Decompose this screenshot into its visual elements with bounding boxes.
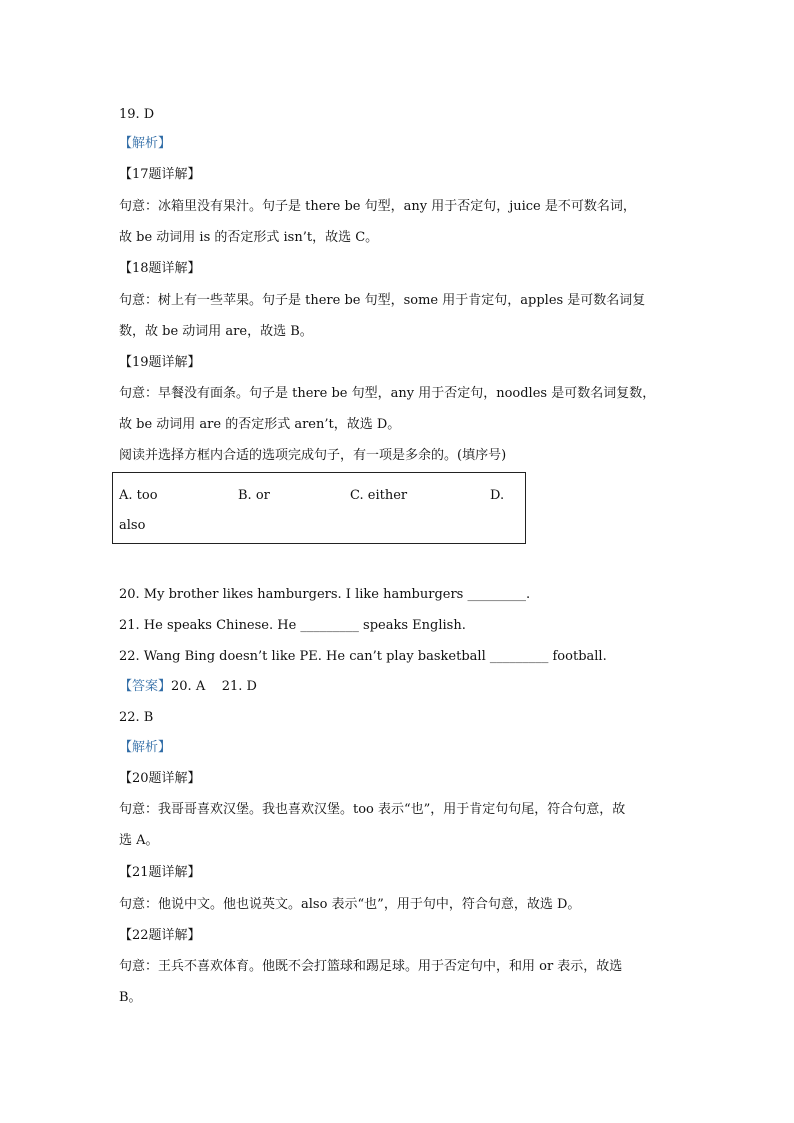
q19-explanation-line-1: 句意：早餐没有面条。句子是 there be 句型，any 用于否定句，noodles 是可数名词复数， <box>119 386 656 401</box>
q18-explanation-line-2: 数，故 be 动词用 are，故选 B。 <box>119 324 313 339</box>
option-b: B. or <box>238 488 270 503</box>
q19-answer-line: 19. D <box>119 107 155 122</box>
option-d-word: also <box>119 518 146 533</box>
q17-heading: 【17题详解】 <box>119 167 201 182</box>
q22-explanation-line-2: B。 <box>119 990 142 1005</box>
q20-explanation-line-2: 选 A。 <box>119 833 159 848</box>
q17-explanation-line-2: 故 be 动词用 is 的否定形式 isn’t，故选 C。 <box>119 230 379 245</box>
q20-heading: 【20题详解】 <box>119 771 201 786</box>
q20-explanation-line-1: 句意：我哥哥喜欢汉堡。我也喜欢汉堡。too 表示“也”，用于肯定句句尾，符合句意，故 <box>119 802 626 817</box>
q19-heading: 【19题详解】 <box>119 355 201 370</box>
q19-explanation-line-2: 故 be 动词用 are 的否定形式 aren’t，故选 D。 <box>119 417 401 432</box>
answers-line-2: 22. B <box>119 710 154 725</box>
answers-line-1 <box>119 679 257 695</box>
section-instruction: 阅读并选择方框内合适的选项完成句子，有一项是多余的。(填序号) <box>119 448 507 463</box>
options-box <box>112 472 526 544</box>
option-c: C. either <box>350 488 408 503</box>
q22-heading: 【22题详解】 <box>119 928 201 943</box>
q21-explanation-line-1: 句意：他说中文。他也说英文。also 表示“也”，用于句中，符合句意，故选 D。 <box>119 897 581 912</box>
question-22: 22. Wang Bing doesn’t like PE. He can’t play basketball _________ football. <box>119 649 607 664</box>
option-d-label: D. <box>490 488 505 503</box>
analysis-label: 【解析】 <box>119 136 172 151</box>
question-21: 21. He speaks Chinese. He _________ speaks English. <box>119 618 466 633</box>
q18-heading: 【18题详解】 <box>119 261 201 276</box>
answers-label: 【答案】 <box>119 679 172 694</box>
q21-heading: 【21题详解】 <box>119 865 201 880</box>
answers-values-1: 20. A 21. D <box>171 679 257 694</box>
analysis-label-2: 【解析】 <box>119 740 172 755</box>
option-a: A. too <box>119 488 158 503</box>
question-20: 20. My brother likes hamburgers. I like hamburgers _________. <box>119 587 531 602</box>
q17-explanation-line-1: 句意：冰箱里没有果汁。句子是 there be 句型，any 用于否定句，juice 是不可数名词， <box>119 199 636 214</box>
q18-explanation-line-1: 句意：树上有一些苹果。句子是 there be 句型，some 用于肯定句，apples 是可数名词复 <box>119 293 646 308</box>
q22-explanation-line-1: 句意：王兵不喜欢体育。他既不会打篮球和踢足球。用于否定句中，和用 or 表示，故选 <box>119 959 623 974</box>
